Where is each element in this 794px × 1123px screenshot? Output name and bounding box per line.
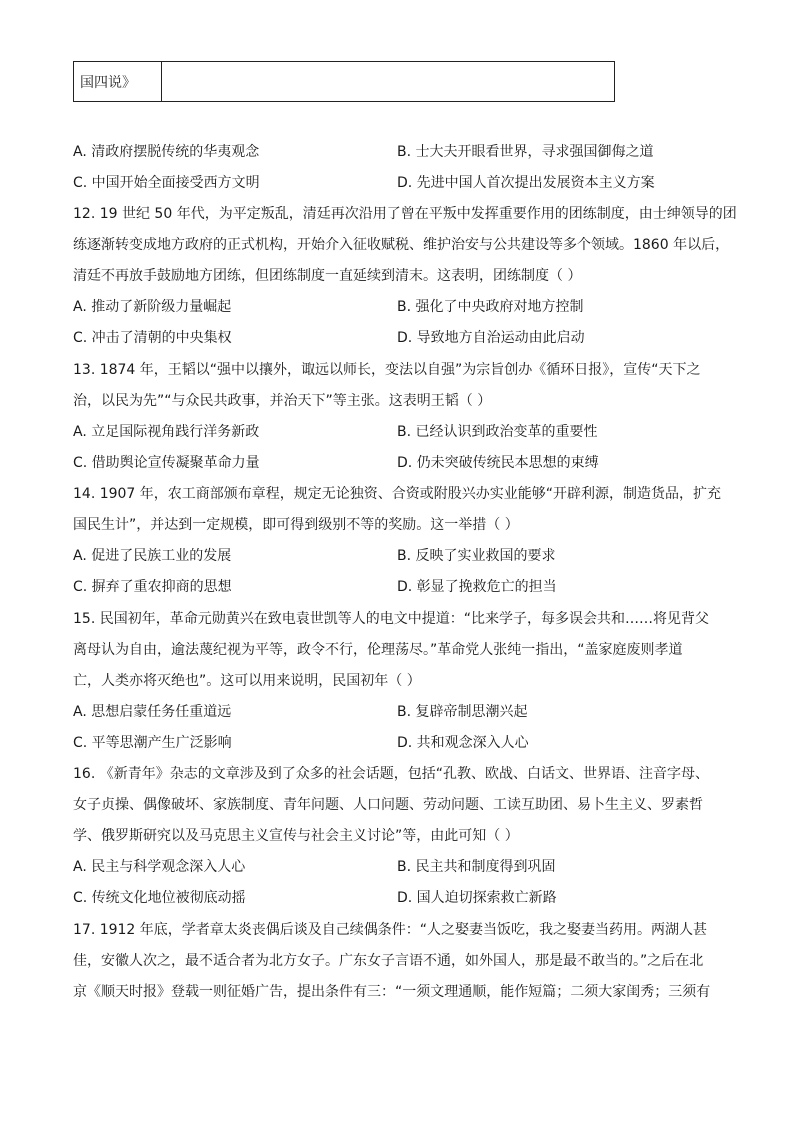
q12-option-d: D. 导致地方自治运动由此启动 bbox=[397, 330, 585, 346]
q14-option-a: A. 促进了民族工业的发展 bbox=[73, 548, 232, 564]
q13-option-d: D. 仍未突破传统民本思想的束缚 bbox=[397, 455, 599, 471]
q12-option-b: B. 强化了中央政府对地方控制 bbox=[397, 299, 584, 315]
q14-option-d: D. 彰显了挽救危亡的担当 bbox=[397, 579, 557, 595]
q13-option-b: B. 已经认识到政治变革的重要性 bbox=[397, 424, 598, 440]
table-cell-label: 国四说》 bbox=[74, 62, 162, 101]
q11-option-a: A. 清政府摆脱传统的华夷观念 bbox=[73, 144, 260, 160]
q12-option-c: C. 冲击了清朝的中央集权 bbox=[73, 330, 232, 346]
q11-option-b: B. 士大夫开眼看世界，寻求强国御侮之道 bbox=[397, 144, 654, 160]
q15-stem-line: 15. 民国初年，革命元勋黄兴在致电袁世凯等人的电文中提道：“比来学子，每多误会共和……将见背父 bbox=[73, 611, 709, 627]
q12-stem-line: 12. 19 世纪 50 年代，为平定叛乱，清廷再次沿用了曾在平叛中发挥重要作用的团练制度，由士绅领导的团 bbox=[73, 206, 737, 222]
q17-stem-line: 京《顺天时报》登载一则征婚广告，提出条件有三：“一须文理通顺，能作短篇；二须大家闺秀；三须有 bbox=[73, 984, 711, 1000]
q12-option-a: A. 推动了新阶级力量崛起 bbox=[73, 299, 232, 315]
q14-option-c: C. 摒弃了重农抑商的思想 bbox=[73, 579, 232, 595]
q15-option-b: B. 复辟帝制思潮兴起 bbox=[397, 704, 528, 720]
q13-option-c: C. 借助舆论宣传凝聚革命力量 bbox=[73, 455, 260, 471]
q15-stem-line: 亡，人类亦将灭绝也”。这可以用来说明，民国初年（ ） bbox=[73, 673, 421, 689]
q15-option-c: C. 平等思潮产生广泛影响 bbox=[73, 735, 232, 751]
q16-stem-line: 女子贞操、偶像破坏、家族制度、青年问题、人口问题、劳动问题、工读互助团、易卜生主义、罗素哲 bbox=[73, 797, 703, 813]
q11-option-d: D. 先进中国人首次提出发展资本主义方案 bbox=[397, 175, 655, 191]
q13-stem-line: 治，以民为先”“与众民共政事，并治天下”等主张。这表明王韬（ ） bbox=[73, 393, 492, 409]
q16-stem-line: 学、俄罗斯研究以及马克思主义宣传与社会主义讨论”等，由此可知（ ） bbox=[73, 828, 519, 844]
table-cell-content bbox=[162, 62, 614, 101]
q15-option-d: D. 共和观念深入人心 bbox=[397, 735, 529, 751]
q15-stem-line: 离母认为自由，逾法蔑纪视为平等，政令不行，伦理荡尽。”革命党人张纯一指出，“盖家庭废则孝道 bbox=[73, 642, 683, 658]
q16-option-c: C. 传统文化地位被彻底动摇 bbox=[73, 890, 246, 906]
q12-stem-line: 练逐渐转变成地方政府的正式机构，开始介入征收赋税、维护治安与公共建设等多个领域。1860 年以后， bbox=[73, 237, 730, 253]
q11-option-c: C. 中国开始全面接受西方文明 bbox=[73, 175, 260, 191]
q16-option-b: B. 民主共和制度得到巩固 bbox=[397, 859, 556, 875]
q12-stem-line: 清廷不再放手鼓励地方团练，但团练制度一直延续到清末。这表明，团练制度（ ） bbox=[73, 268, 582, 284]
q16-stem-line: 16. 《新青年》杂志的文章涉及到了众多的社会话题，包括“孔教、欧战、白话文、世界语、注音字母、 bbox=[73, 766, 709, 782]
q17-stem-line: 17. 1912 年底，学者章太炎丧偶后谈及自己续偶条件：“人之娶妻当饭吃，我之娶妻当药用。两湖人甚 bbox=[73, 922, 708, 938]
q14-stem-line: 国民生计”，并达到一定规模，即可得到级别不等的奖励。这一举措（ ） bbox=[73, 517, 519, 533]
q14-option-b: B. 反映了实业救国的要求 bbox=[397, 548, 556, 564]
q14-stem-line: 14. 1907 年，农工商部颁布章程，规定无论独资、合资或附股兴办实业能够“开辟利源，制造货品，扩充 bbox=[73, 486, 722, 502]
q16-option-a: A. 民主与科学观念深入人心 bbox=[73, 859, 246, 875]
q13-stem-line: 13. 1874 年，王韬以“强中以攘外，诹远以师长，变法以自强”为宗旨创办《循环日报》，宣传“天下之 bbox=[73, 362, 701, 378]
source-table bbox=[73, 61, 615, 102]
q17-stem-line: 佳，安徽人次之，最不适合者为北方女子。广东女子言语不通，如外国人，那是最不敢当的。”之后在北 bbox=[73, 953, 704, 969]
q15-option-a: A. 思想启蒙任务任重道远 bbox=[73, 704, 232, 720]
q16-option-d: D. 国人迫切探索救亡新路 bbox=[397, 890, 557, 906]
q13-option-a: A. 立足国际视角践行洋务新政 bbox=[73, 424, 260, 440]
